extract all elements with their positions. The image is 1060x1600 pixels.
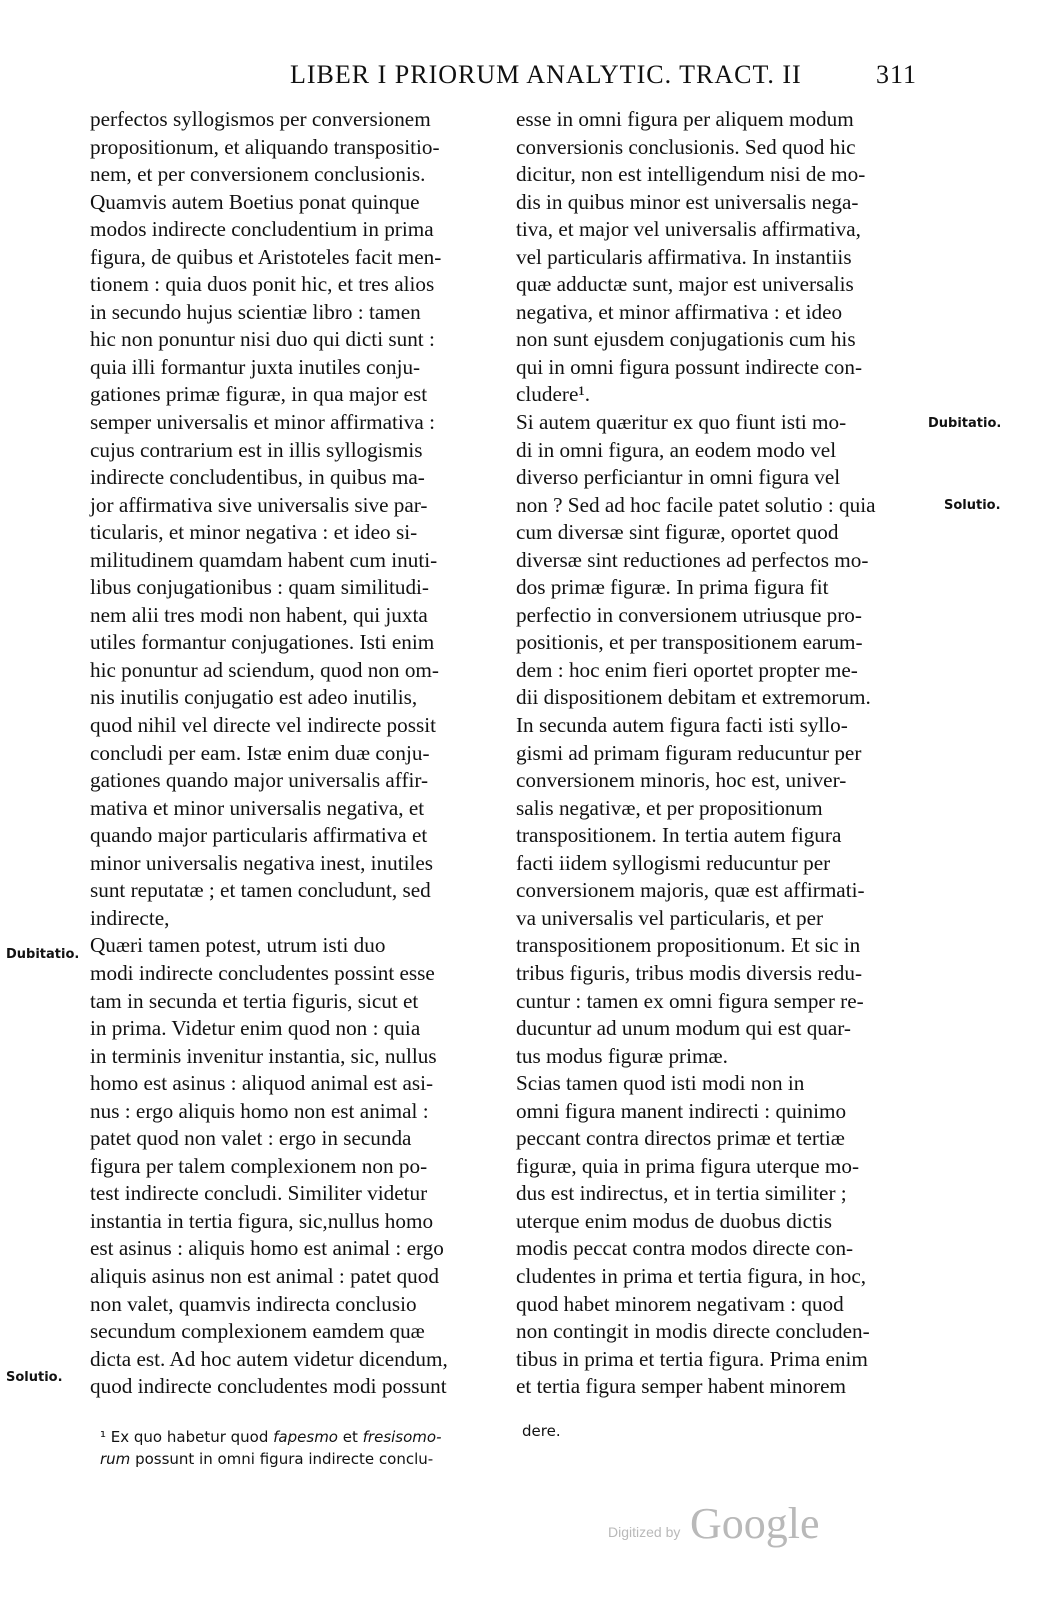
text-line: hic ponuntur ad sciendum, quod non om- [90, 657, 439, 682]
text-line: perfectos syllogismos per conversionem [90, 107, 431, 131]
text-line: cujus contrarium est in illis syllogismis [90, 437, 423, 462]
text-line: conversionis conclusionis. Sed quod hic [516, 134, 856, 159]
text-line: conversionem minoris, hoc est, univer- [516, 768, 847, 793]
text-line: test indirecte concludi. Similiter videtur [90, 1181, 428, 1206]
text-line: dicitur, non est intelligendum nisi de mo- [516, 162, 866, 187]
footnote-text: possunt in omni figura indirecte conclu- [130, 1450, 434, 1468]
footnote-italic-term: fresisomo- [362, 1428, 442, 1446]
text-line: figuræ, quia in prima figura uterque mo- [516, 1153, 860, 1178]
text-line: modis peccat contra modos directe con- [516, 1236, 854, 1261]
text-line: jor affirmativa sive universalis sive par- [90, 492, 428, 517]
footnote-text: ¹ Ex quo habetur quod [100, 1428, 274, 1446]
text-line: tiva, et major vel universalis affirmativa, [516, 217, 861, 242]
text-line: quia illi formantur juxta inutiles conju- [90, 354, 421, 379]
text-line: secundum complexionem eamdem quæ [90, 1319, 425, 1344]
text-line: nem alii tres modi non habent, qui juxta [90, 602, 428, 627]
text-line: mativa et minor universalis negativa, et [90, 795, 425, 820]
margin-note-solutio-left: Solutio. [6, 1370, 63, 1385]
text-line: indirecte, [90, 905, 170, 930]
text-line: patet quod non valet : ergo in secunda [90, 1126, 412, 1151]
text-line: cludentes in prima et tertia figura, in hoc, [516, 1263, 867, 1288]
footnote-line-1 [100, 1426, 500, 1448]
text-line: semper universalis et minor affirmativa : [90, 410, 435, 435]
text-line: uterque enim modus de duobus dictis [516, 1208, 833, 1233]
text-line: tionem : quia duos ponit hic, et tres alios [90, 272, 435, 297]
right-text-column [516, 106, 916, 1401]
text-line: concludi per eam. Istæ enim duæ conju- [90, 740, 430, 765]
text-line: facti iidem syllogismi reducuntur per [516, 850, 831, 875]
text-line: nem, et per conversionem conclusionis. [90, 162, 426, 187]
google-logo: Google [690, 1499, 820, 1548]
text-line: quod nihil vel directe vel indirecte possit [90, 713, 436, 738]
text-line: quando major particularis affirmativa et [90, 823, 428, 848]
text-line: ducuntur ad unum modum qui est quar- [516, 1016, 851, 1041]
text-line: Quamvis autem Boetius ponat quinque [90, 189, 420, 214]
text-line: quod habet minorem negativam : quod [516, 1291, 844, 1316]
text-line: dii dispositionem debitam et extremorum. [516, 685, 871, 710]
text-line: nus : ergo aliquis homo non est animal : [90, 1098, 429, 1123]
text-line: transpositionem. In tertia autem figura [516, 823, 842, 848]
text-line: tus modus figuræ primæ. [516, 1043, 728, 1068]
left-text-column [90, 106, 500, 1401]
watermark-prefix: Digitized by [608, 1524, 681, 1540]
text-line: modi indirecte concludentes possint esse [90, 960, 435, 985]
text-line: dicta est. Ad hoc autem videtur dicendum, [90, 1346, 448, 1371]
text-line: vel particularis affirmativa. In instantiis [516, 244, 852, 269]
text-line: modos indirecte concludentium in prima [90, 217, 434, 242]
running-head-title: LIBER I PRIORUM ANALYTIC. TRACT. II [290, 60, 802, 89]
text-line: cum diversæ sint figuræ, oportet quod [516, 520, 839, 545]
text-line: di in omni figura, an eodem modo vel [516, 437, 837, 462]
text-line: homo est asinus : aliquod animal est asi- [90, 1071, 434, 1096]
text-line: gismi ad primam figuram reducuntur per [516, 740, 862, 765]
text-line: non contingit in modis directe concluden- [516, 1319, 870, 1344]
text-line: transpositionem propositionum. Et sic in [516, 933, 861, 958]
footnote-italic-term: rum [100, 1450, 131, 1468]
text-line: diverso perficiantur in omni figura vel [516, 465, 841, 490]
text-line: negativa, et minor affirmativa : et ideo [516, 299, 843, 324]
text-line: tibus in prima et tertia figura. Prima enim [516, 1346, 868, 1371]
text-line: positionis, et per transpositionem earum- [516, 630, 863, 655]
text-line: dem : hoc enim fieri oportet propter me- [516, 657, 858, 682]
text-line: militudinem quamdam habent cum inuti- [90, 547, 438, 572]
text-line: in prima. Videtur enim quod non : quia [90, 1016, 421, 1041]
text-line: et tertia figura semper habent minorem [516, 1374, 847, 1399]
text-line: cuntur : tamen ex omni figura semper re- [516, 988, 864, 1013]
text-line: esse in omni figura per aliquem modum [516, 107, 854, 131]
text-line: perfectio in conversionem utriusque pro- [516, 602, 862, 627]
text-line: non sunt ejusdem conjugationis cum his [516, 327, 856, 352]
text-line: non valet, quamvis indirecta conclusio [90, 1291, 417, 1316]
text-line: dis in quibus minor est universalis nega- [516, 189, 859, 214]
text-line: nis inutilis conjugatio est adeo inutilis, [90, 685, 418, 710]
margin-note-dubitatio-right: Dubitatio. [928, 416, 1002, 431]
text-line: In secunda autem figura facti isti syllo- [516, 713, 848, 738]
text-line: utiles formantur conjugationes. Isti enim [90, 630, 435, 655]
text-line: propositionum, et aliquando transpositio- [90, 134, 440, 159]
text-line: quæ adductæ sunt, major est universalis [516, 272, 854, 297]
footnote-text: et [337, 1428, 363, 1446]
text-line: Si autem quæritur ex quo fiunt isti mo- [516, 410, 847, 435]
footnote-line-2 [100, 1448, 500, 1470]
margin-note-dubitatio-left: Dubitatio. [6, 947, 80, 962]
text-line: figura per talem complexionem non po- [90, 1153, 428, 1178]
footnote [100, 1426, 500, 1470]
text-line: cludere¹. [516, 382, 590, 407]
text-line: indirecte concludentibus, in quibus ma- [90, 465, 425, 490]
text-line: est asinus : aliquis homo est animal : ergo [90, 1236, 444, 1261]
text-line: minor universalis negativa inest, inutiles [90, 850, 434, 875]
text-line: conversionem majoris, quæ est affirmati- [516, 878, 865, 903]
text-line: hic non ponuntur nisi duo qui dicti sunt : [90, 327, 435, 352]
text-line: in terminis invenitur instantia, sic, nullus [90, 1043, 437, 1068]
text-line: va universalis vel particularis, et per [516, 905, 824, 930]
footnote-italic-term: fapesmo [273, 1428, 338, 1446]
text-line: tribus figuris, tribus modis diversis redu- [516, 960, 863, 985]
text-line: tam in secunda et tertia figuris, sicut et [90, 988, 419, 1013]
text-line: omni figura manent indirecti : quinimo [516, 1098, 847, 1123]
text-line: qui in omni figura possunt indirecte con- [516, 354, 862, 379]
page-number: 311 [876, 60, 918, 89]
text-line: Scias tamen quod isti modi non in [516, 1071, 805, 1096]
text-line: libus conjugationibus : quam similitudi- [90, 575, 429, 600]
running-head [0, 60, 1060, 94]
text-line: diversæ sint reductiones ad perfectos mo- [516, 547, 869, 572]
text-line: aliquis asinus non est animal : patet quod [90, 1263, 439, 1288]
text-line: Quæri tamen potest, utrum isti duo [90, 933, 386, 958]
text-line: in secundo hujus scientiæ libro : tamen [90, 299, 421, 324]
text-line: gationes primæ figuræ, in qua major est [90, 382, 428, 407]
footnote-continuation: dere. [522, 1422, 561, 1440]
text-line: dos primæ figuræ. In prima figura fit [516, 575, 829, 600]
text-line: instantia in tertia figura, sic,nullus homo [90, 1208, 434, 1233]
text-line: ticularis, et minor negativa : et ideo si- [90, 520, 418, 545]
margin-note-solutio-right: Solutio. [944, 498, 1001, 513]
text-line: dus est indirectus, et in tertia similiter ; [516, 1181, 847, 1206]
text-line: sunt reputatæ ; et tamen concludunt, sed [90, 878, 431, 903]
text-line: figura, de quibus et Aristoteles facit men- [90, 244, 442, 269]
text-line: gationes quando major universalis affir- [90, 768, 429, 793]
text-line: salis negativæ, et per propositionum [516, 795, 823, 820]
text-line: peccant contra directos primæ et tertiæ [516, 1126, 845, 1151]
text-line: quod indirecte concludentes modi possunt [90, 1374, 447, 1399]
text-line: non ? Sed ad hoc facile patet solutio : quia [516, 492, 876, 517]
